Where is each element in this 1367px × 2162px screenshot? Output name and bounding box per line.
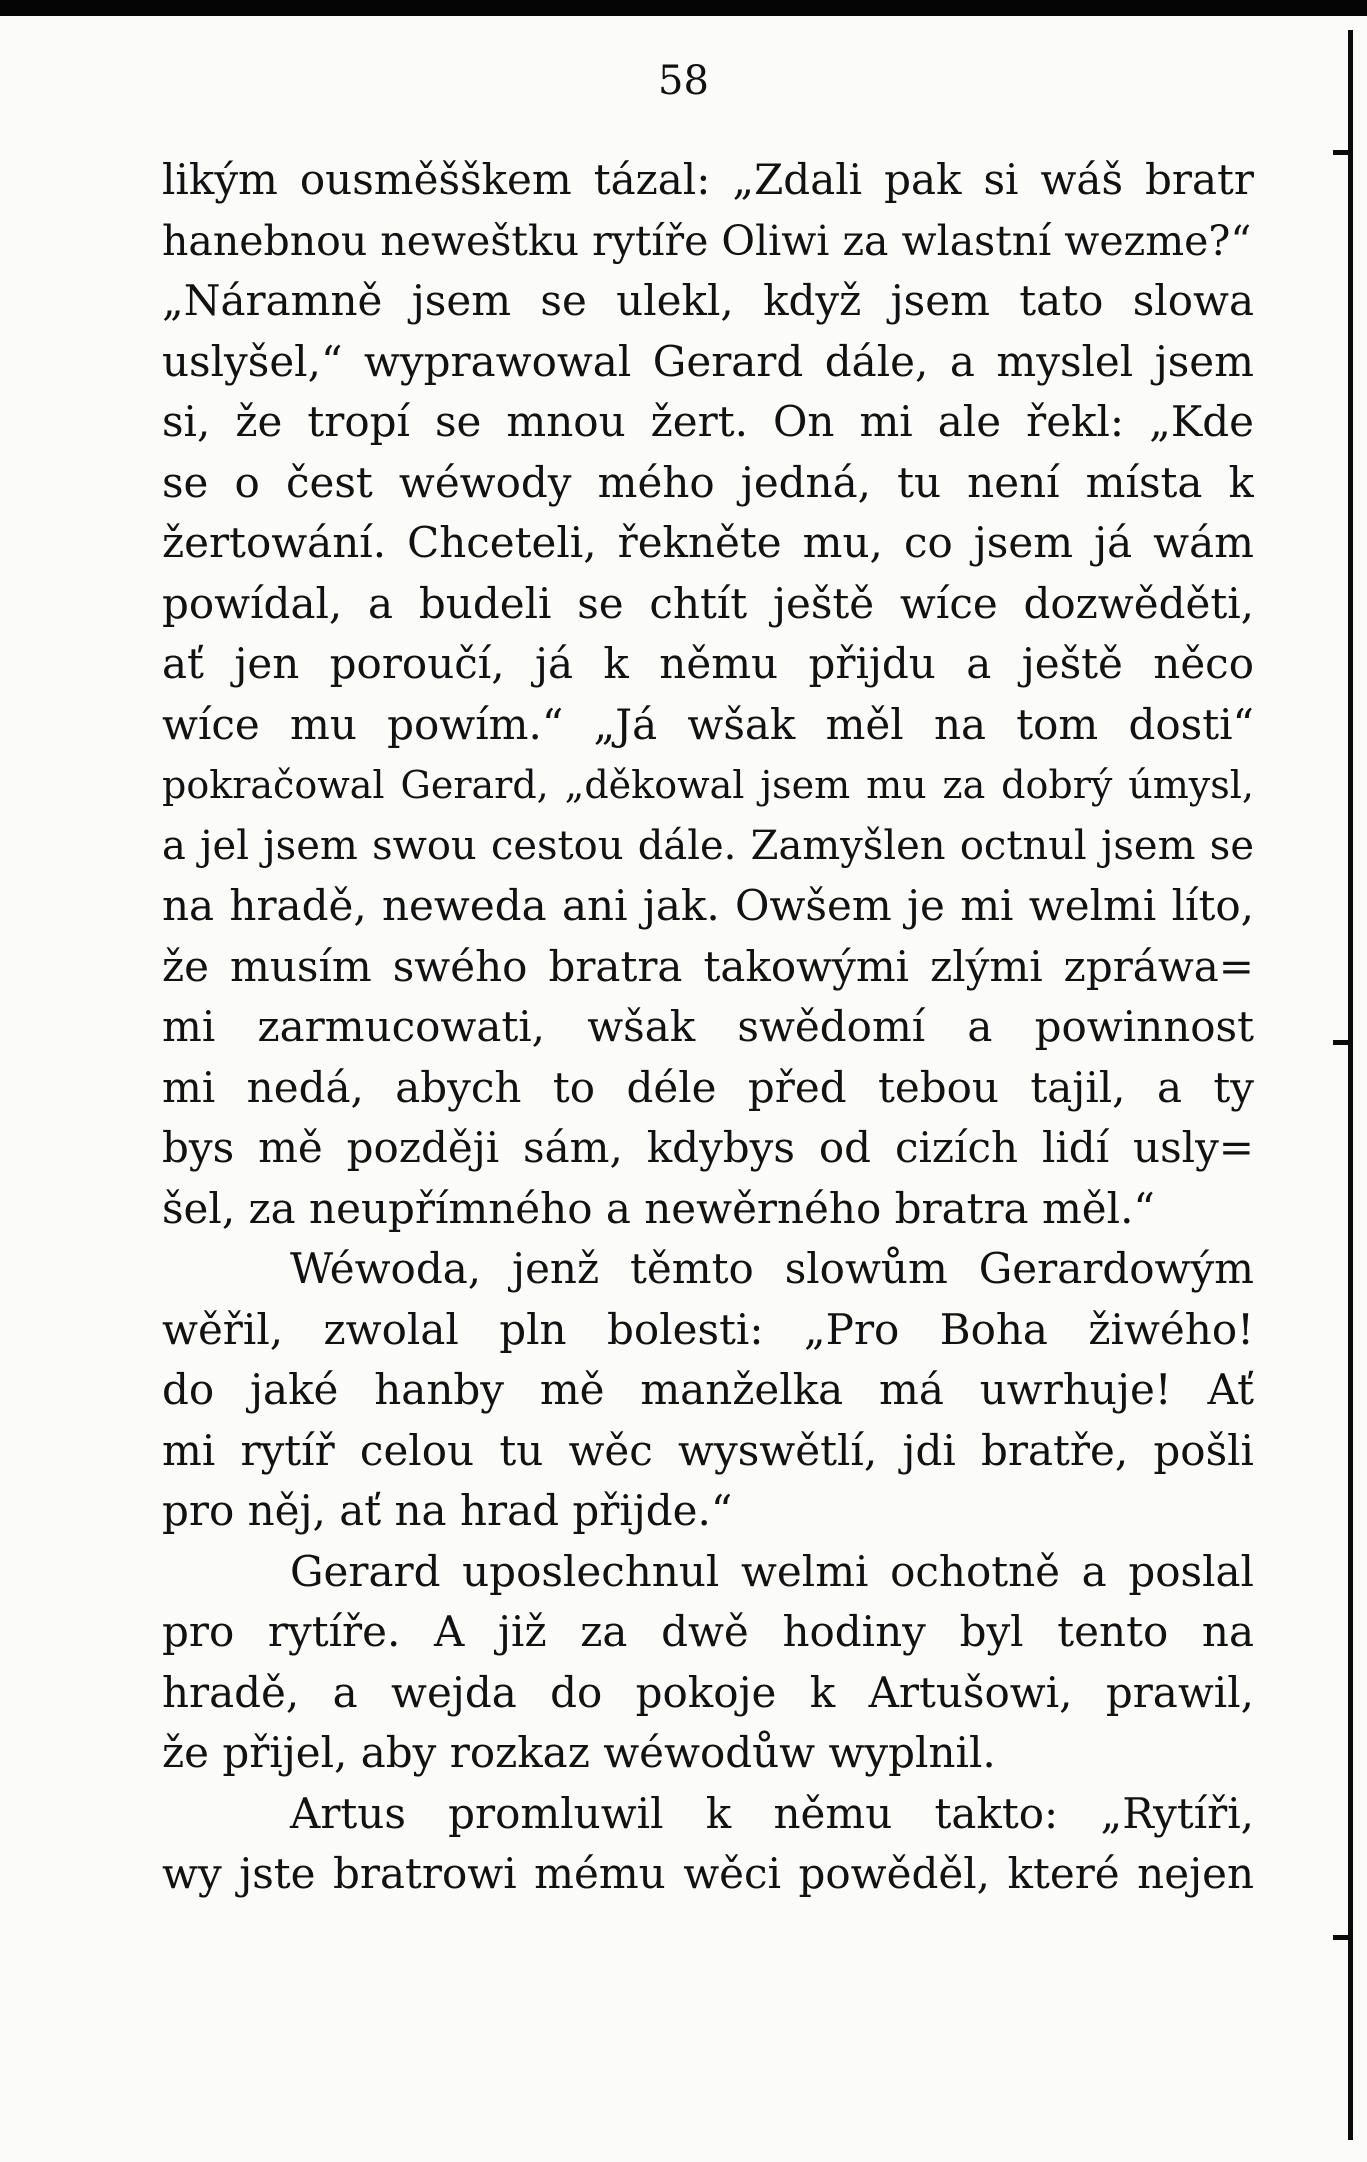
text-line: a jel jsem swou cestou dále. Zamyšlen octnul jsem se [162, 822, 1254, 869]
page-number: 58 [658, 58, 709, 104]
scan-edge-tick [1333, 1040, 1353, 1045]
text-line: že musím swého bratra takowými zlými zpráwa= [162, 941, 1254, 991]
text-line: wěřil, zwolal pln bolesti: „Pro Boha žiwého! [162, 1304, 1254, 1354]
text-line: Artus promluwil k němu takto: „Rytíři, [290, 1788, 1254, 1838]
text-line: hradě, a wejda do pokoje k Artušowi, prawil, [162, 1667, 1254, 1717]
text-line: wy jste bratrowi mému wěci powěděl, které nejen [162, 1849, 1254, 1898]
text-line: žertowání. Chceteli, řekněte mu, co jsem já wám [162, 518, 1254, 567]
text-line: pokračowal Gerard, „děkowal jsem mu za dobrý úmysl, [162, 763, 1254, 807]
text-line: mi nedá, abych to déle před tebou tajil, a ty [162, 1062, 1254, 1112]
text-line: pro rytíře. A již za dwě hodiny byl tento na [162, 1607, 1254, 1656]
text-line: pro něj, ať na hrad přijde.“ [162, 1486, 733, 1535]
text-line: mi rytíř celou tu wěc wyswětlí, jdi bratře, pošli [162, 1425, 1254, 1475]
text-line: Wéwoda, jenž těmto slowům Gerardowým [290, 1244, 1254, 1293]
text-line: powídal, a budeli se chtít ještě wíce dozwěděti, [162, 578, 1254, 628]
text-line: šel, za neupřímného a newěrného bratra měl.“ [162, 1183, 1155, 1233]
text-line: ať jen poroučí, já k němu přijdu a ještě něco [162, 639, 1254, 688]
scan-edge-tick [1333, 1935, 1353, 1940]
body-text [162, 150, 1254, 1905]
text-line: do jaké hanby mě manželka má uwrhuje! Ať [162, 1365, 1254, 1414]
text-line: Gerard uposlechnul welmi ochotně a poslal [290, 1546, 1254, 1596]
text-line: hanebnou neweštku rytíře Oliwi za wlastní wezme?“ [162, 216, 1252, 265]
text-line: že přijel, aby rozkaz wéwodůw wyplnil. [162, 1728, 996, 1777]
text-line: likým ousměšškem tázal: „Zdali pak si wáš bratr [162, 155, 1254, 204]
text-line: na hradě, neweda ani jak. Owšem je mi welmi líto, [162, 881, 1254, 930]
text-line: mi zarmucowati, wšak swědomí a powinnost [162, 1002, 1254, 1051]
text-line: se o čest wéwody mého jedná, tu není místa k [162, 457, 1254, 507]
scan-top-border [0, 0, 1367, 16]
scan-edge-tick [1333, 150, 1353, 155]
scan-right-edge [1348, 30, 1353, 2140]
text-line: si, že tropí se mnou žert. On mi ale řekl: „Kde [162, 397, 1254, 446]
text-line: wíce mu powím.“ „Já wšak měl na tom dosti“ [162, 699, 1254, 749]
text-line: bys mě později sám, kdybys od cizích lidí usly= [162, 1123, 1254, 1172]
text-line: „Náramně jsem se ulekl, když jsem tato slowa [162, 276, 1254, 325]
text-line: uslyšel,“ wyprawowal Gerard dále, a myslel jsem [162, 336, 1254, 386]
